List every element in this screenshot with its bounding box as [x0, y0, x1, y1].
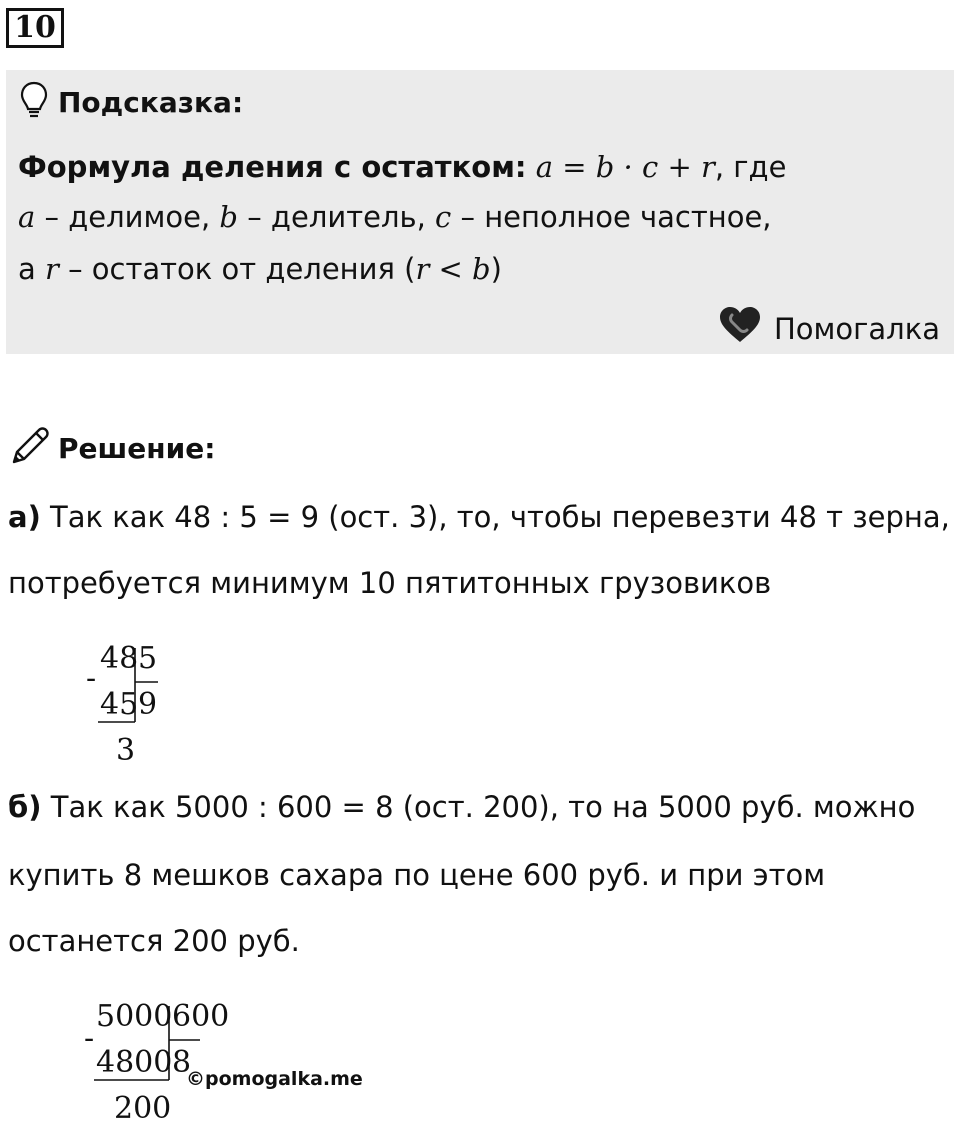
- dividend: 48: [100, 641, 139, 676]
- subtrahend: 4800: [96, 1045, 173, 1080]
- remainder: 3: [116, 733, 136, 768]
- formula-label: Формула деления с остатком:: [18, 150, 527, 184]
- pencil-icon: [8, 424, 52, 472]
- minus-sign: -: [84, 1021, 95, 1056]
- part-a-line-2: потребуется минимум 10 пятитонных грузовиков: [8, 566, 772, 600]
- divisor: 600: [172, 999, 230, 1034]
- var-r: r: [45, 252, 59, 286]
- part-b-line-2: купить 8 мешков сахара по цене 600 руб. и при этом: [8, 858, 826, 892]
- part-b-line-3: останется 200 руб.: [8, 924, 300, 958]
- quotient: 9: [138, 687, 158, 722]
- text: – неполное частное,: [451, 200, 772, 234]
- definition-line-1: [18, 200, 772, 234]
- hint-title: Подсказка:: [58, 85, 244, 119]
- part-b-label: б): [8, 790, 42, 824]
- text: – делимое,: [35, 200, 220, 234]
- text: а: [18, 252, 45, 286]
- hint-box: [6, 70, 954, 354]
- remainder: 200: [114, 1091, 172, 1126]
- solution-header: [8, 424, 215, 472]
- lightbulb-icon: [20, 81, 48, 123]
- hint-header: [20, 82, 243, 122]
- text: – делитель,: [238, 200, 436, 234]
- part-b-line-1: [8, 790, 915, 824]
- heart-icon: [718, 306, 762, 351]
- quotient: 8: [172, 1045, 192, 1080]
- divisor: 5: [138, 641, 158, 676]
- text: ): [490, 252, 502, 286]
- formula: a = b · c + r: [535, 150, 715, 184]
- var-a: a: [18, 200, 36, 234]
- subtrahend: 45: [100, 687, 139, 722]
- var-b: b: [219, 200, 238, 234]
- var-c: c: [435, 200, 452, 234]
- task-number: 10: [6, 8, 64, 48]
- formula-tail: , где: [714, 150, 787, 184]
- part-b-text: Так как 5000 : 600 = 8 (ост. 200), то на 5000 руб. можно: [41, 790, 916, 824]
- formula-line: [18, 150, 786, 184]
- text: – остаток от деления (: [58, 252, 416, 286]
- part-a-label: а): [8, 500, 41, 534]
- dividend: 5000: [96, 999, 173, 1034]
- minus-sign: -: [86, 661, 97, 696]
- part-a-line-1: [8, 500, 950, 534]
- part-a-text: Так как 48 : 5 = 9 (ост. 3), то, чтобы перевезти 48 т зерна,: [40, 500, 950, 534]
- pomogalka-badge[interactable]: [718, 306, 940, 351]
- division-bracket: [96, 646, 160, 746]
- watermark: ©pomogalka.me: [186, 1068, 363, 1090]
- inequality: r < b: [415, 252, 491, 286]
- solution-title: Решение:: [58, 431, 216, 465]
- badge-label: Помогалка: [774, 311, 940, 346]
- definition-line-2: [18, 252, 502, 286]
